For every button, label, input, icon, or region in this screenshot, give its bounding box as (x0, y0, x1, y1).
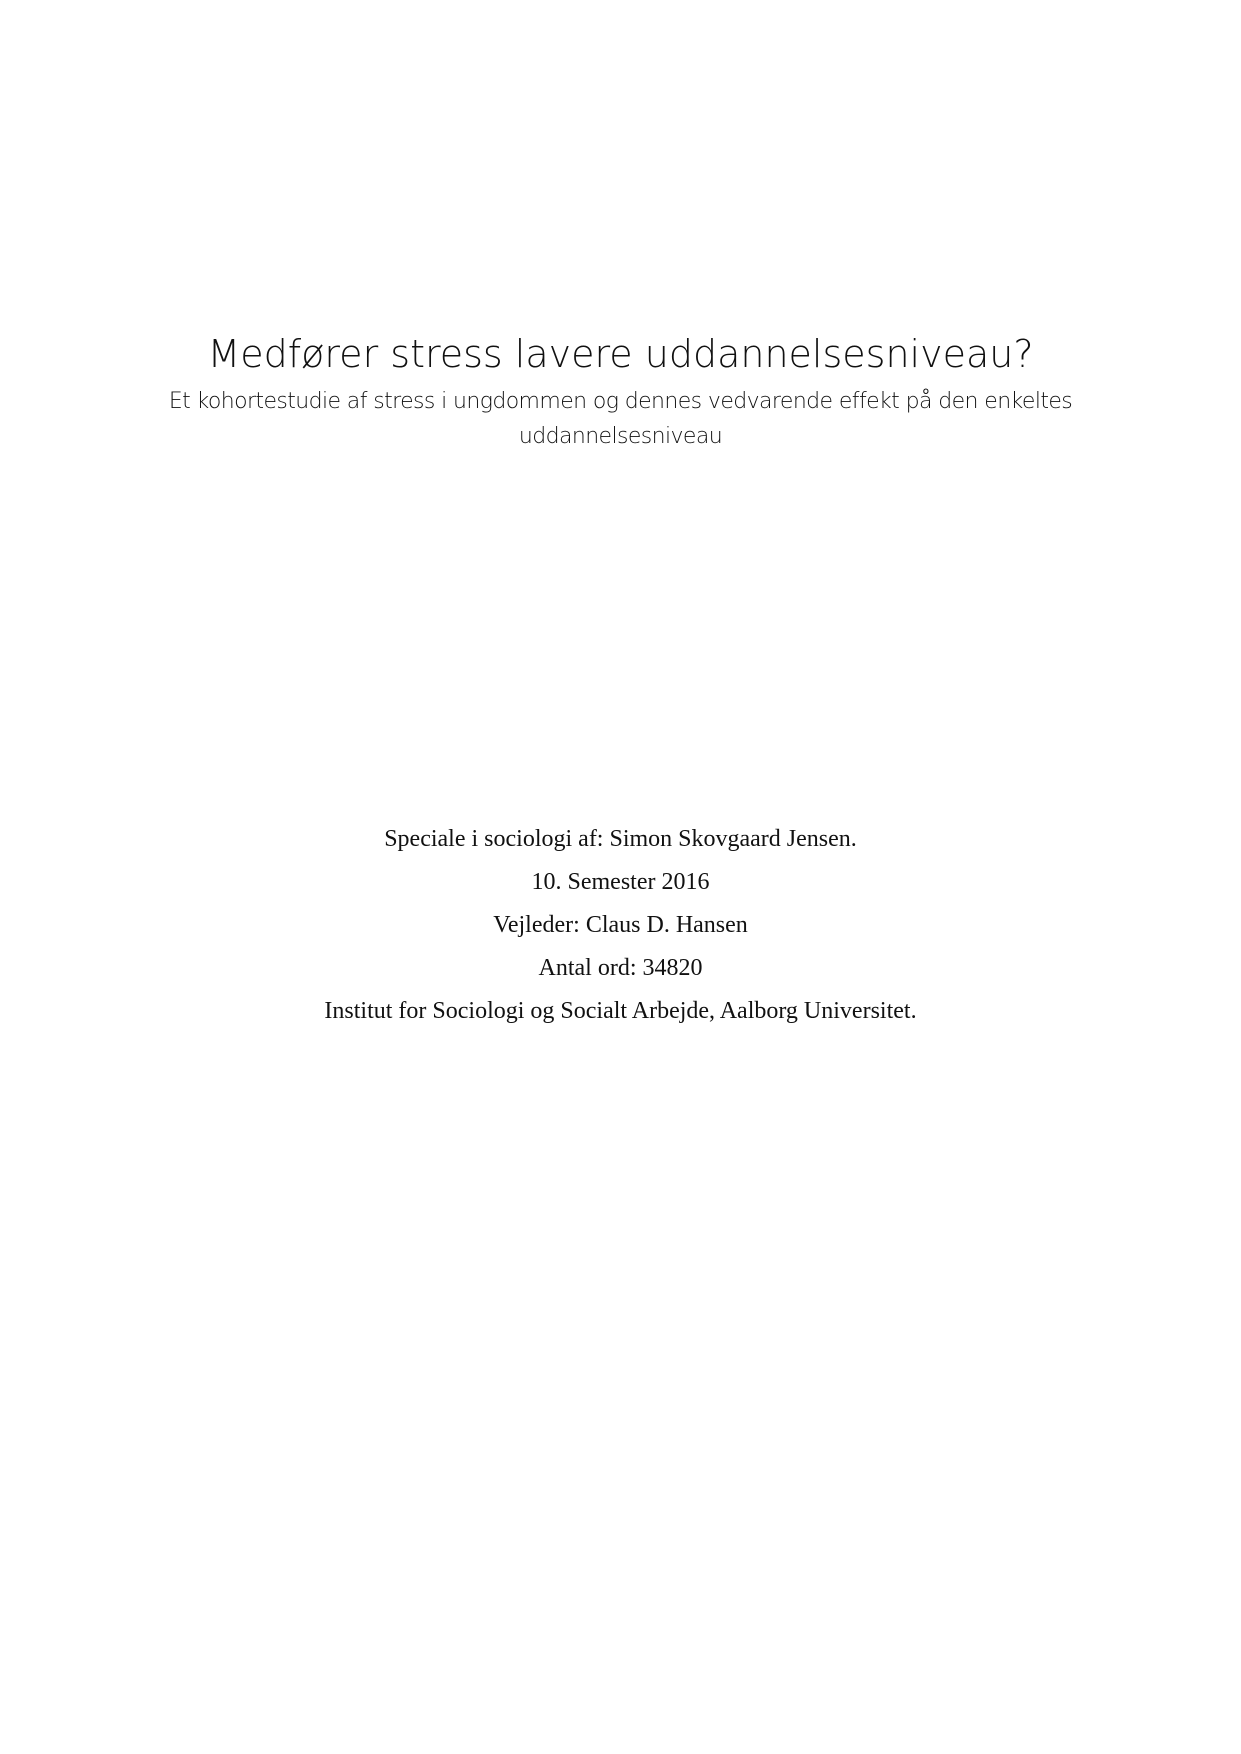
semester-line: 10. Semester 2016 (531, 869, 710, 895)
document-title: Medfører stress lavere uddannelsesniveau? (207, 332, 1034, 376)
author-line: Speciale i sociologi af: Simon Skovgaard Jensen. (384, 826, 857, 852)
supervisor-line: Vejleder: Claus D. Hansen (493, 912, 748, 938)
thesis-info-block (0, 818, 1241, 1033)
title-block (0, 330, 1241, 454)
institution-line: Institut for Sociologi og Socialt Arbejde, Aalborg Universitet. (324, 998, 917, 1024)
document-subtitle: Et kohortestudie af stress i ungdommen og dennes vedvarende effekt på den enkeltes uddannelsesniveau (168, 389, 1073, 449)
word-count-line: Antal ord: 34820 (538, 955, 703, 981)
